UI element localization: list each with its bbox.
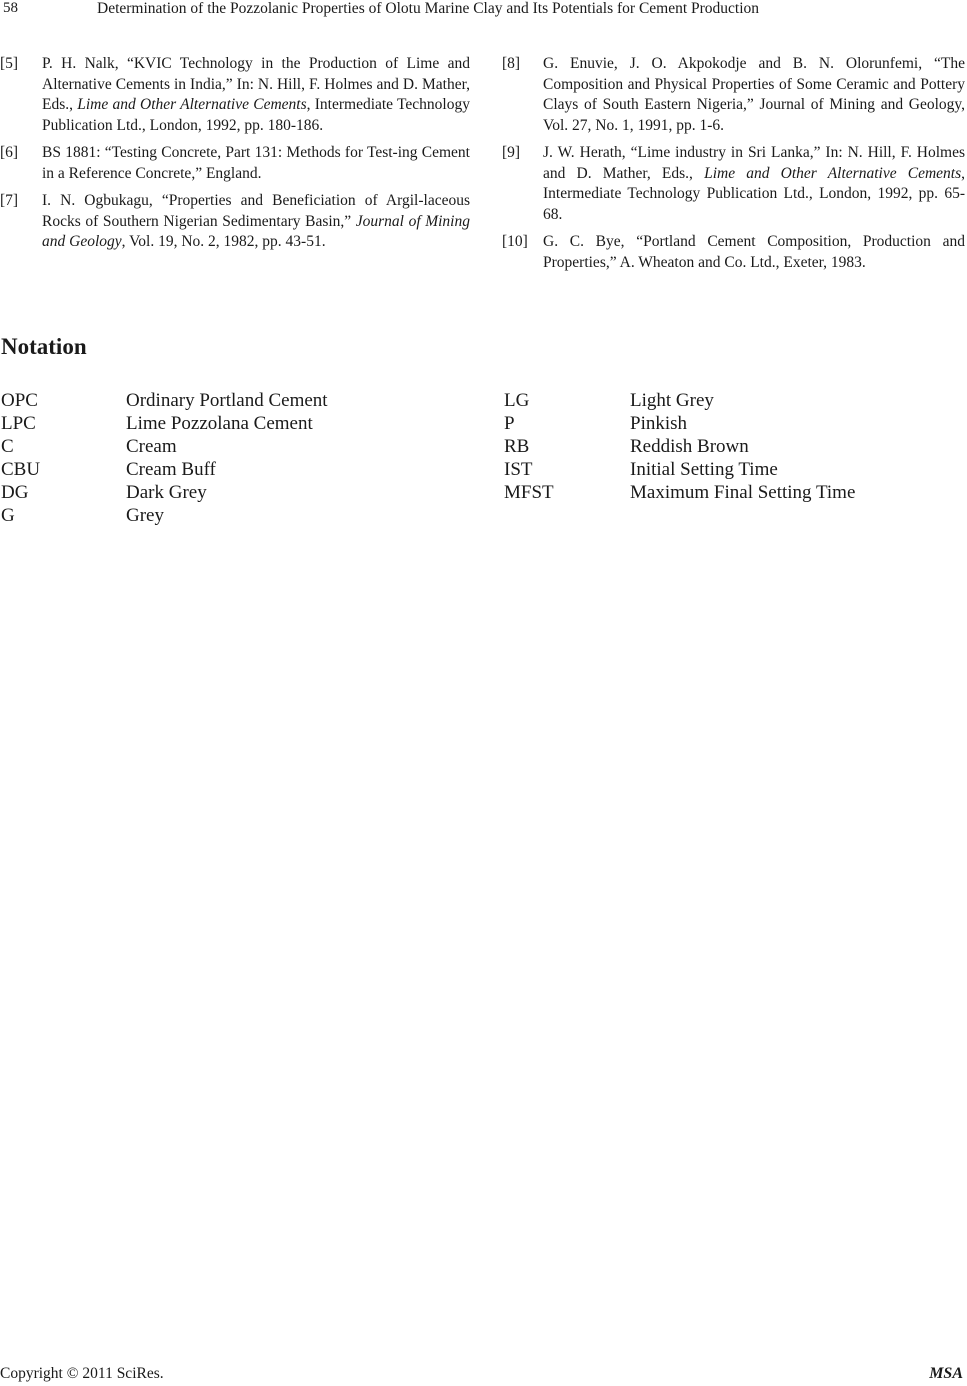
journal-abbreviation: MSA (929, 1365, 963, 1382)
reference-number: [8] (502, 55, 521, 72)
notation-row (1, 435, 328, 458)
notation-row (1, 412, 328, 435)
reference-item (502, 54, 965, 136)
reference-text: I. N. Ogbukagu, “Properties and Beneficiation of Argil-laceous Rocks of Southern Nigerian Sedimentary Basin,” Journal of Mining and Geology, Vol. 19, No. 2, 1982, pp. 43-51. (42, 192, 470, 250)
notation-abbreviation: DG (1, 482, 29, 503)
reference-text: BS 1881: “Testing Concrete, Part 131: Methods for Test-ing Cement in a Reference Concrete,” England. (42, 144, 470, 182)
notation-abbreviation: LPC (1, 413, 36, 434)
notation-definition: Dark Grey (126, 482, 207, 503)
notation-definition: Cream Buff (126, 459, 216, 480)
notation-row (1, 481, 328, 504)
notation-definition: Grey (126, 505, 164, 526)
notation-row (1, 504, 328, 527)
page-number: 58 (3, 0, 18, 16)
notation-row (1, 458, 328, 481)
notation-abbreviation: IST (504, 459, 533, 480)
reference-number: [6] (0, 144, 19, 161)
notation-abbreviation: OPC (1, 390, 38, 411)
references-left-column (0, 54, 470, 260)
notation-definition: Cream (126, 436, 177, 457)
reference-item (0, 143, 470, 184)
notation-definition: Ordinary Portland Cement (126, 390, 328, 411)
reference-number: [10] (502, 233, 528, 250)
notation-definition: Maximum Final Setting Time (630, 482, 856, 503)
notation-row (504, 412, 855, 435)
notation-definition: Initial Setting Time (630, 459, 778, 480)
reference-number: [9] (502, 144, 521, 161)
reference-item (0, 191, 470, 253)
notation-definition: Pinkish (630, 413, 688, 434)
reference-text: G. C. Bye, “Portland Cement Composition, Production and Properties,” A. Wheaton and Co. Ltd., Exeter, 1983. (543, 233, 965, 271)
reference-number: [5] (0, 55, 19, 72)
notation-abbreviation: C (1, 436, 14, 457)
copyright-notice: Copyright © 2011 SciRes. (0, 1365, 164, 1382)
notation-row (504, 458, 855, 481)
notation-definition: Lime Pozzolana Cement (126, 413, 313, 434)
notation-row (1, 389, 328, 412)
notation-abbreviation: MFST (504, 482, 554, 503)
reference-item (502, 232, 965, 273)
notation-abbreviation: P (504, 413, 515, 434)
notation-list-right (504, 389, 855, 504)
reference-text: G. Enuvie, J. O. Akpokodje and B. N. Olorunfemi, “The Composition and Physical Properties of Some Ceramic and Pottery Clays of South Eastern Nigeria,” Journal of Mining and Geology, Vol. 27, No. 1, 1991, pp. 1-6. (543, 55, 965, 134)
references-right-column (502, 54, 965, 280)
reference-number: [7] (0, 192, 19, 209)
notation-row (504, 481, 855, 504)
notation-abbreviation: RB (504, 436, 530, 457)
notation-row (504, 389, 855, 412)
reference-text: P. H. Nalk, “KVIC Technology in the Production of Lime and Alternative Cements in India,” In: N. Hill, F. Holmes and D. Mather, Eds., Lime and Other Alternative Cements, Intermediate Technology Publication Ltd., London, 1992, pp. 180-186. (42, 55, 470, 134)
reference-item (502, 143, 965, 225)
notation-list-left (1, 389, 328, 527)
notation-definition: Reddish Brown (630, 436, 749, 457)
running-title: Determination of the Pozzolanic Properties of Olotu Marine Clay and Its Potentials for Cement Production (97, 0, 760, 17)
reference-item (0, 54, 470, 136)
notation-abbreviation: LG (504, 390, 530, 411)
notation-abbreviation: G (1, 505, 15, 526)
notation-heading: Notation (1, 334, 87, 359)
reference-text: J. W. Herath, “Lime industry in Sri Lanka,” In: N. Hill, F. Holmes and D. Mather, Eds., Lime and Other Alternative Cements, Intermediate Technology Publication Ltd., London, 1992, pp. 65-68. (543, 144, 965, 223)
notation-row (504, 435, 855, 458)
notation-definition: Light Grey (630, 390, 714, 411)
notation-abbreviation: CBU (1, 459, 41, 480)
